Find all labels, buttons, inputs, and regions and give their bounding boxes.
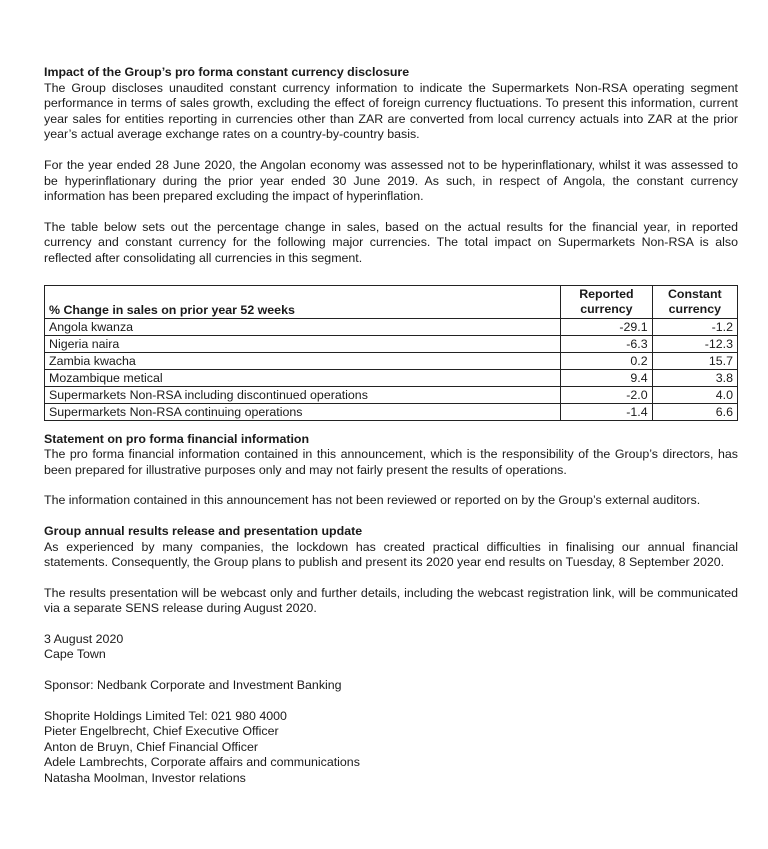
row-reported: -1.4 (561, 403, 652, 420)
table-header-reported-line2: currency (580, 301, 633, 316)
table-header-row (45, 285, 738, 318)
release-date: 3 August 2020 (44, 631, 124, 646)
paragraph-constant-currency-intro: The Group discloses unaudited constant currency information to indicate the Supermarkets Non-RSA operating segment performance in terms of sales growth, excluding the effect of foreign currency fluctuations. To present this information, current year sales for entities reporting in currencies other than ZAR are converted from local currency actuals into ZAR at the prior year’s actual average exchange rates on a country-by-country basis. (44, 80, 738, 142)
table-header-constant-line2: currency (668, 301, 721, 316)
row-reported: -29.1 (561, 318, 652, 335)
row-constant: 4.0 (652, 386, 737, 403)
section-heading-results-release: Group annual results release and presentation update (44, 523, 363, 538)
paragraph-pro-forma-responsibility: The pro forma financial information contained in this announcement, which is the responsibility of the Group’s directors, has been prepared for illustrative purposes only and may not fairly present the results of operations. (44, 447, 738, 477)
contact-ceo: Pieter Engelbrecht, Chief Executive Officer (44, 724, 279, 739)
sponsor-line: Sponsor: Nedbank Corporate and Investment Banking (44, 678, 342, 693)
contact-investor-relations: Natasha Moolman, Investor relations (44, 771, 246, 786)
table-header-constant (652, 285, 737, 318)
document-page (44, 65, 738, 787)
row-label: Mozambique metical (45, 369, 561, 386)
row-reported: -6.3 (561, 335, 652, 352)
paragraph-angola-hyperinflation: For the year ended 28 June 2020, the Angolan economy was assessed not to be hyperinflationary, whilst it was assessed to be hyperinflationary during the prior year ended 30 June 2019. As such, in respect of Angola, the constant currency information has been prepared excluding the impact of hyperinflation. (44, 157, 738, 204)
row-constant: 6.6 (652, 403, 737, 420)
table-row (45, 403, 738, 420)
row-reported: 9.4 (561, 369, 652, 386)
row-constant: -12.3 (652, 335, 737, 352)
row-label: Zambia kwacha (45, 352, 561, 369)
paragraph-table-intro: The table below sets out the percentage change in sales, based on the actual results for the financial year, in reported currency and constant currency for the following major currencies. The total impact on Supermarkets Non-RSA is also reflected after consolidating all currencies in this segment. (44, 219, 738, 265)
table-header-label: % Change in sales on prior year 52 weeks (45, 285, 561, 318)
table-row (45, 386, 738, 403)
contact-corporate-affairs: Adele Lambrechts, Corporate affairs and communications (44, 755, 360, 770)
row-reported: 0.2 (561, 352, 652, 369)
table-row (45, 369, 738, 386)
paragraph-webcast: The results presentation will be webcast only and further details, including the webcast registration link, will be communicated via a separate SENS release during August 2020. (44, 585, 738, 616)
row-label: Supermarkets Non-RSA continuing operations (45, 403, 561, 420)
release-place: Cape Town (44, 647, 106, 662)
row-constant: 15.7 (652, 352, 737, 369)
table-row (45, 318, 738, 335)
section-heading-constant-currency: Impact of the Group’s pro forma constant currency disclosure (44, 65, 410, 79)
paragraph-not-reviewed: The information contained in this announcement has not been reviewed or reported on by the Group’s external auditors. (44, 493, 701, 508)
row-label: Supermarkets Non-RSA including discontinued operations (45, 386, 561, 403)
table-row (45, 352, 738, 369)
sales-change-table (44, 285, 738, 421)
row-constant: -1.2 (652, 318, 737, 335)
row-reported: -2.0 (561, 386, 652, 403)
table-header-reported (561, 285, 652, 318)
table-header-constant-line1: Constant (667, 286, 722, 301)
table-header-reported-line1: Reported (579, 286, 634, 301)
section-heading-pro-forma: Statement on pro forma financial information (44, 431, 310, 446)
paragraph-lockdown: As experienced by many companies, the lockdown has created practical difficulties in finalising our annual financial statements. Consequently, the Group plans to publish and present its 2020 year end results on Tuesday, 8 September 2020. (44, 539, 738, 570)
contact-company: Shoprite Holdings Limited Tel: 021 980 4000 (44, 708, 287, 723)
table-row (45, 335, 738, 352)
contact-cfo: Anton de Bruyn, Chief Financial Officer (44, 739, 258, 754)
row-constant: 3.8 (652, 369, 737, 386)
row-label: Nigeria naira (45, 335, 561, 352)
row-label: Angola kwanza (45, 318, 561, 335)
